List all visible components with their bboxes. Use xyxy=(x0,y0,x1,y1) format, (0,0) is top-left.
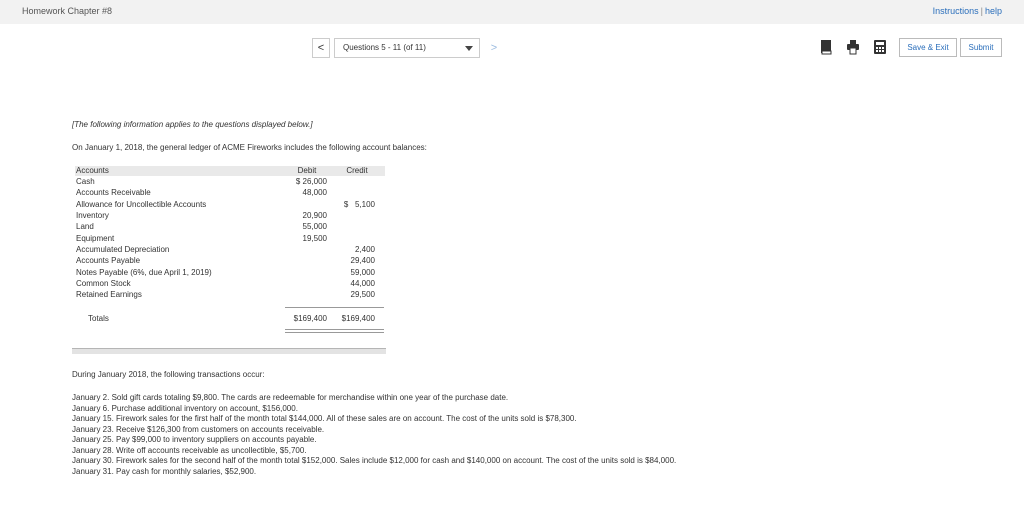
list-item: January 2. Sold gift cards totaling $9,800. The cards are redeemable for merchandise within one year of the purchase date. xyxy=(72,393,509,402)
totals-credit: $169,400 xyxy=(341,314,375,323)
totals-top-rule xyxy=(285,307,384,308)
print-icon[interactable] xyxy=(846,39,860,55)
debit-value: 55,000 xyxy=(302,222,327,231)
list-item: January 31. Pay cash for monthly salaries, $52,900. xyxy=(72,466,257,476)
table-row xyxy=(75,268,385,279)
table-row xyxy=(75,211,385,222)
table-row xyxy=(75,188,385,199)
main-content xyxy=(0,24,1024,532)
question-select-value: Questions 5 - 11 (of 11) xyxy=(343,43,426,52)
calculator-icon[interactable] xyxy=(873,39,887,55)
list-item: January 6. Purchase additional inventory on account, $156,000. xyxy=(72,403,298,413)
ledger-header xyxy=(75,166,385,176)
transactions-list xyxy=(72,393,676,477)
credit-value: 44,000 xyxy=(350,279,375,288)
chevron-down-icon xyxy=(465,46,473,51)
account-name: Common Stock xyxy=(76,279,131,288)
ledger-lead-text: On January 1, 2018, the general ledger of ACME Fireworks includes the following account balances: xyxy=(72,143,427,152)
credit-value: $ 5,100 xyxy=(343,200,375,209)
account-name: Retained Earnings xyxy=(76,290,142,299)
table-row xyxy=(75,245,385,256)
list-item: January 15. Firework sales for the first half of the month total $144,000. All of these sales are on account. The cost of the units sold is $78,300. xyxy=(72,414,577,423)
debit-value: $ 26,000 xyxy=(295,177,327,186)
totals-double-rule-bottom xyxy=(285,332,384,333)
account-name: Accounts Payable xyxy=(76,256,141,265)
credit-value: 59,000 xyxy=(350,268,375,277)
intro-note: [The following information applies to the questions displayed below.] xyxy=(72,120,313,129)
question-select[interactable] xyxy=(334,38,480,58)
prev-question-button[interactable]: < xyxy=(312,38,330,58)
credit-value: 29,500 xyxy=(350,290,375,299)
account-name: Accounts Receivable xyxy=(76,188,151,197)
table-row xyxy=(75,256,385,267)
table-row xyxy=(75,177,385,188)
link-separator: | xyxy=(980,6,983,16)
top-bar xyxy=(0,0,1024,24)
account-name: Inventory xyxy=(76,211,109,220)
submit-button[interactable]: Submit xyxy=(960,38,1002,57)
list-item: January 28. Write off accounts receivable as uncollectible, $5,700. xyxy=(72,445,307,455)
save-exit-button[interactable]: Save & Exit xyxy=(899,38,957,57)
debit-value: 20,900 xyxy=(302,211,327,220)
list-item: January 23. Receive $126,300 from customers on accounts receivable. xyxy=(72,424,325,434)
account-name: Cash xyxy=(76,177,95,186)
totals-debit: $169,400 xyxy=(293,314,327,323)
table-row xyxy=(75,234,385,245)
next-question-button[interactable]: > xyxy=(485,38,503,58)
header-debit: Debit xyxy=(297,166,317,175)
account-name: Land xyxy=(76,222,94,231)
account-name: Notes Payable (6%, due April 1, 2019) xyxy=(76,268,212,277)
list-item: January 25. Pay $99,000 to inventory suppliers on accounts payable. xyxy=(72,435,317,444)
section-divider xyxy=(72,348,386,354)
debit-value: 19,500 xyxy=(302,234,327,243)
credit-value: 29,400 xyxy=(350,256,375,265)
totals-row xyxy=(75,314,385,325)
table-row xyxy=(75,279,385,290)
table-row xyxy=(75,290,385,301)
top-links xyxy=(933,6,1002,16)
list-item: January 30. Firework sales for the second half of the month total $152,000. Sales include $12,000 for cash and $140,000 on account. The cost of the units sold is $84,000. xyxy=(72,456,677,465)
account-name: Accumulated Depreciation xyxy=(76,245,170,254)
header-credit: Credit xyxy=(346,166,368,175)
table-row xyxy=(75,222,385,233)
transactions-lead-text: During January 2018, the following transactions occur: xyxy=(72,370,265,379)
table-row xyxy=(75,200,385,211)
book-icon[interactable] xyxy=(819,39,833,55)
account-name: Allowance for Uncollectible Accounts xyxy=(76,200,207,209)
debit-value: 48,000 xyxy=(302,188,327,197)
assignment-title: Homework Chapter #8 xyxy=(22,6,113,16)
instructions-link[interactable]: Instructions xyxy=(932,6,979,16)
account-name: Equipment xyxy=(76,234,115,243)
help-link[interactable]: help xyxy=(984,6,1002,16)
credit-value: 2,400 xyxy=(354,245,375,254)
totals-label: Totals xyxy=(88,314,109,323)
header-accounts: Accounts xyxy=(76,166,109,175)
totals-double-rule-top xyxy=(285,329,384,330)
